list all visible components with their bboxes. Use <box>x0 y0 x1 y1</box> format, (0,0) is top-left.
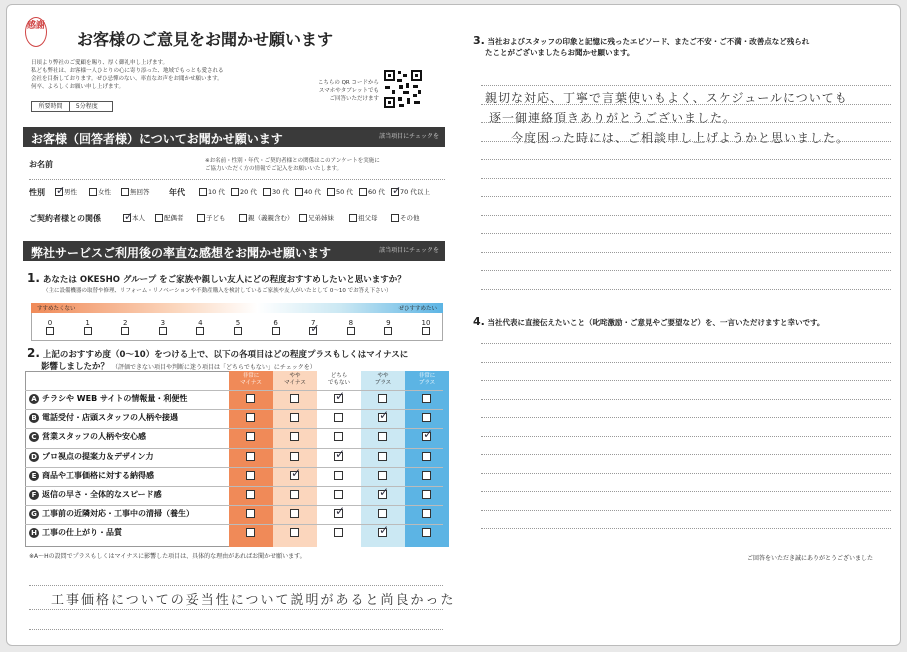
rating-row-label: E 商品や工事価格に対する納得感 <box>29 470 154 481</box>
section1-header <box>23 127 445 147</box>
relation-sibling-checkbox[interactable] <box>299 214 307 222</box>
scale-number-2: 2 <box>122 319 128 327</box>
rating-checkbox-G-2[interactable] <box>334 509 343 518</box>
relation-option-grandparent[interactable]: 祖父母 <box>349 213 378 222</box>
scale-checkbox-7[interactable] <box>309 327 317 335</box>
q4-answer-line <box>481 454 891 455</box>
rating-row-divider <box>25 390 443 391</box>
relation-grandparent-checkbox[interactable] <box>349 214 357 222</box>
section1-title: お客様（回答者様）についてお聞かせ願います <box>31 132 283 146</box>
gender-option-none[interactable]: 無回答 <box>121 187 150 196</box>
rating-checkbox-G-3[interactable] <box>378 509 387 518</box>
row-letter-badge: D <box>29 452 39 462</box>
rating-checkbox-D-0[interactable] <box>246 452 255 461</box>
q3-answer-line <box>481 104 891 105</box>
section2-title: 弊社サービスご利用後の率直な感想をお聞かせ願います <box>31 246 332 260</box>
rating-row-label: F 返信の早さ・全体的なスピード感 <box>29 489 162 500</box>
scale-number-1: 1 <box>85 319 90 327</box>
q2-question: 2. 上記のおすすめ度（0〜10）をつける上で、以下の各項目はどの程度プラスもしくはマイナスに 影響しましたか？ （評価できない項目や判断に迷う項目は「どちらでもない」にチェックを） <box>27 346 409 372</box>
rating-row-label: C 営業スタッフの人柄や安心感 <box>29 431 146 442</box>
page-title: お客様のご意見をお聞かせ願います <box>77 30 334 49</box>
rating-checkbox-G-0[interactable] <box>246 509 255 518</box>
age-option-60[interactable]: 60 代 <box>359 187 385 196</box>
handwritten-reason: 工事価格についての妥当性について説明があると尚良かった <box>51 593 456 608</box>
scale-checkbox-1[interactable] <box>84 327 92 335</box>
relation-child-checkbox[interactable] <box>197 214 205 222</box>
q3-answer-line <box>481 159 891 160</box>
gender-none-checkbox[interactable] <box>121 188 129 196</box>
rating-row-label: G 工事前の近隣対応・工事中の清掃（養生） <box>29 508 194 519</box>
rating-checkbox-E-1[interactable] <box>290 471 299 480</box>
q3-answer-line <box>481 85 891 86</box>
scale-checkbox-6[interactable] <box>272 327 280 335</box>
rating-checkbox-F-1[interactable] <box>290 490 299 499</box>
rating-column-header-2: どちら でもない <box>327 373 350 386</box>
q4-answer-line <box>481 362 891 363</box>
relation-option-other[interactable]: その他 <box>391 213 420 222</box>
rating-row-divider <box>25 448 443 449</box>
relation-option-self[interactable]: ✓ 本人 <box>123 213 145 222</box>
scale-checkbox-5[interactable] <box>234 327 242 335</box>
age-60-checkbox[interactable] <box>359 188 367 196</box>
scale-high-label: ぜひすすめたい <box>398 306 437 312</box>
q3-answer-line <box>481 215 891 216</box>
scale-checkbox-2[interactable] <box>121 327 129 335</box>
rating-column-header-1: やや マイナス <box>284 373 306 386</box>
rating-checkbox-C-1[interactable] <box>290 432 299 441</box>
q4-answer-line <box>481 417 891 418</box>
q3-answer-line <box>481 122 891 123</box>
rating-checkbox-D-1[interactable] <box>290 452 299 461</box>
q4-answer-line <box>481 491 891 492</box>
row-letter-badge: B <box>29 413 39 423</box>
rating-checkbox-H-3[interactable] <box>378 528 387 537</box>
row-letter-badge: C <box>29 432 39 442</box>
section2-tag: 該当項目にチェックを <box>379 247 439 254</box>
row-letter-badge: A <box>29 394 39 404</box>
q3-answer-line <box>481 233 891 234</box>
q3-question: 3. 当社およびスタッフの印象と記憶に残ったエピソード、またご不安・ご不満・改善点など残られ たことがございましたらお聞かせ願います。 <box>473 34 810 57</box>
relation-option-child[interactable]: 子ども <box>197 213 226 222</box>
q4-answer-line <box>481 510 891 511</box>
footnote: ※A〜Hの設問でプラスもしくはマイナスに影響した項目は、具体的な理由があればお聞かせ願います。 <box>29 553 306 560</box>
qr-note: こちらの QR コードから スマホやタブレットでも ご回答いただけます <box>317 80 379 102</box>
q4-answer-line <box>481 473 891 474</box>
thanks-stamp <box>25 17 47 47</box>
gender-label: 性別 <box>29 188 45 197</box>
age-option-70[interactable]: ✓ 70 代以上 <box>391 187 430 196</box>
gender-option-male[interactable]: ✓ 男性 <box>55 187 77 196</box>
time-value: 5分程度 <box>75 103 98 110</box>
relation-spouse-checkbox[interactable] <box>155 214 163 222</box>
section2-header <box>23 241 445 261</box>
q3-answer-line <box>481 270 891 271</box>
rating-checkbox-F-4[interactable] <box>422 490 431 499</box>
age-option-40[interactable]: 40 代 <box>295 187 321 196</box>
stamp-text: 感謝 <box>26 21 45 31</box>
rating-checkbox-C-2[interactable] <box>334 432 343 441</box>
age-10-checkbox[interactable] <box>199 188 207 196</box>
scale-low-label: すすめたくない <box>37 306 76 312</box>
age-label: 年代 <box>169 188 185 197</box>
row-letter-badge: G <box>29 509 39 519</box>
relation-option-parent[interactable]: 親（義親含む） <box>239 213 294 222</box>
name-note: ※お名前・性別・年代・ご契約者様との関係はこのアンケートを実施に ご協力いただく方の情報でご記入をお願いいたします。 <box>205 158 380 172</box>
relation-option-sibling[interactable]: 兄弟姉妹 <box>299 213 334 222</box>
scale-checkbox-4[interactable] <box>196 327 204 335</box>
q4-answer-line <box>481 343 891 344</box>
relation-option-spouse[interactable]: 配偶者 <box>155 213 184 222</box>
scale-number-5: 5 <box>235 319 241 327</box>
rating-row-label: H 工事の仕上がり・品質 <box>29 527 122 538</box>
rating-checkbox-B-4[interactable] <box>422 413 431 422</box>
rating-checkbox-E-2[interactable] <box>334 471 343 480</box>
gender-male-checkbox[interactable] <box>55 188 63 196</box>
rating-checkbox-B-3[interactable] <box>378 413 387 422</box>
rating-row-label: B 電話受付・店頭スタッフの人柄や接遇 <box>29 412 178 423</box>
qr-code[interactable] <box>383 69 423 109</box>
relation-parent-checkbox[interactable] <box>239 214 247 222</box>
rating-checkbox-C-4[interactable] <box>422 432 431 441</box>
scale-number-10: 10 <box>421 319 431 327</box>
scale-checkbox-9[interactable] <box>384 327 392 335</box>
age-50-checkbox[interactable] <box>327 188 335 196</box>
q4-answer-line <box>481 436 891 437</box>
age-20-checkbox[interactable] <box>231 188 239 196</box>
rating-checkbox-D-4[interactable] <box>422 452 431 461</box>
name-line <box>29 179 445 180</box>
q1-subtext: （主に設備機器の取替や修理、リフォーム・リノベーションや不動産購入を検討しているご家族や友人がいたとして 0〜10 でお答え下さい） <box>43 288 392 294</box>
q3-answer-line <box>481 196 891 197</box>
q3-answer-line <box>481 252 891 253</box>
q4-answer-line <box>481 528 891 529</box>
age-40-checkbox[interactable] <box>295 188 303 196</box>
row-letter-badge: E <box>29 471 39 481</box>
rating-checkbox-E-3[interactable] <box>378 471 387 480</box>
q4-answer-line <box>481 380 891 381</box>
rating-checkbox-H-2[interactable] <box>334 528 343 537</box>
time-box <box>31 101 113 112</box>
gender-female-checkbox[interactable] <box>89 188 97 196</box>
row-letter-badge: F <box>29 490 39 500</box>
reason-line-3 <box>29 629 443 630</box>
age-70-checkbox[interactable] <box>391 188 399 196</box>
q1-question: 1. あなたは OKESHO グループ をご家族や親しい友人にどの程度おすすめしたいと思いますか？ <box>27 271 406 285</box>
section1-tag: 該当項目にチェックを <box>379 133 439 140</box>
scale-number-4: 4 <box>198 319 203 327</box>
intro-text: 日頃より弊社のご愛顧を賜り、厚く御礼申し上げます。 私ども弊社は、お客様一人ひとりの心に寄り添った、地域でもっとも愛される 会社を目指しております。ぜひ忌憚のない、率直なお声をお聞かせ願います。 何卒、よろしくお願い申し上げます。 <box>31 60 224 90</box>
rating-column-header-4: 非常に プラス <box>418 373 436 386</box>
rating-checkbox-G-4[interactable] <box>422 509 431 518</box>
q3-answer-line <box>481 141 891 142</box>
relation-self-checkbox[interactable] <box>123 214 131 222</box>
age-option-20[interactable]: 20 代 <box>231 187 257 196</box>
rating-row-divider <box>25 428 443 429</box>
survey-sheet <box>6 4 901 646</box>
rating-checkbox-G-1[interactable] <box>290 509 299 518</box>
rating-checkbox-C-0[interactable] <box>246 432 255 441</box>
q4-answer-line <box>481 399 891 400</box>
rating-checkbox-D-2[interactable] <box>334 452 343 461</box>
q3-answer-line <box>481 289 891 290</box>
rating-checkbox-A-0[interactable] <box>246 394 255 403</box>
relation-other-checkbox[interactable] <box>391 214 399 222</box>
rating-checkbox-F-3[interactable] <box>378 490 387 499</box>
rating-checkbox-E-0[interactable] <box>246 471 255 480</box>
rating-checkbox-H-4[interactable] <box>422 528 431 537</box>
rating-row-label: A チラシや WEB サイトの情報量・利便性 <box>29 393 187 404</box>
q3-handwritten-line-1: 親切な対応、丁寧で言葉使いもよく、スケジュールについても <box>485 91 848 105</box>
scale-bar <box>31 303 443 313</box>
rating-checkbox-C-3[interactable] <box>378 432 387 441</box>
scale-number-3: 3 <box>160 319 166 327</box>
rating-row-label: D プロ視点の提案力＆デザイン力 <box>29 451 153 462</box>
q3-answer-line <box>481 178 891 179</box>
q4-question: 4. 当社代表に直接伝えたいこと（叱咤激励・ご意見やご要望など）を、一言いただけますと幸いです。 <box>473 315 825 328</box>
scale-checkbox-10[interactable] <box>422 327 430 335</box>
row-letter-badge: H <box>29 528 39 538</box>
age-option-50[interactable]: 50 代 <box>327 187 353 196</box>
rating-checkbox-F-0[interactable] <box>246 490 255 499</box>
rating-checkbox-B-1[interactable] <box>290 413 299 422</box>
time-label: 所要時間 <box>32 102 70 111</box>
scale-number-9: 9 <box>386 319 391 327</box>
scale-number-0: 0 <box>47 319 53 327</box>
q3-handwritten-line-3: 今度困った時には、ご相談申し上げようかと思いました。 <box>511 131 850 145</box>
rating-checkbox-A-4[interactable] <box>422 394 431 403</box>
rating-checkbox-B-2[interactable] <box>334 413 343 422</box>
rating-row-divider <box>25 467 443 468</box>
rating-row-divider <box>25 505 443 506</box>
rating-column-header-0: 非常に マイナス <box>240 373 262 386</box>
gender-option-female[interactable]: 女性 <box>89 187 111 196</box>
scale-checkbox-8[interactable] <box>347 327 355 335</box>
name-label: お名前 <box>29 160 53 169</box>
reason-line-1 <box>29 585 443 586</box>
scale-checkbox-0[interactable] <box>46 327 54 335</box>
footer-thanks: ご回答をいただき誠にありがとうございました <box>747 555 874 562</box>
rating-checkbox-A-2[interactable] <box>334 394 343 403</box>
rating-checkbox-B-0[interactable] <box>246 413 255 422</box>
q3-handwritten-line-2: 逐一御連絡頂きありがとうございました。 <box>489 111 737 125</box>
rating-column-header-3: やや プラス <box>374 373 392 386</box>
rating-checkbox-A-1[interactable] <box>290 394 299 403</box>
reason-line-2 <box>29 609 443 610</box>
rating-checkbox-A-3[interactable] <box>378 394 387 403</box>
rating-checkbox-H-1[interactable] <box>290 528 299 537</box>
rating-checkbox-H-0[interactable] <box>246 528 255 537</box>
rating-checkbox-E-4[interactable] <box>422 471 431 480</box>
scale-checkbox-3[interactable] <box>159 327 167 335</box>
scale-number-8: 8 <box>348 319 354 327</box>
scale-number-6: 6 <box>273 319 278 327</box>
relation-label: ご契約者様との関係 <box>29 214 101 223</box>
age-option-30[interactable]: 30 代 <box>263 187 289 196</box>
age-option-10[interactable]: 10 代 <box>199 187 225 196</box>
rating-checkbox-F-2[interactable] <box>334 490 343 499</box>
age-30-checkbox[interactable] <box>263 188 271 196</box>
rating-checkbox-D-3[interactable] <box>378 452 387 461</box>
